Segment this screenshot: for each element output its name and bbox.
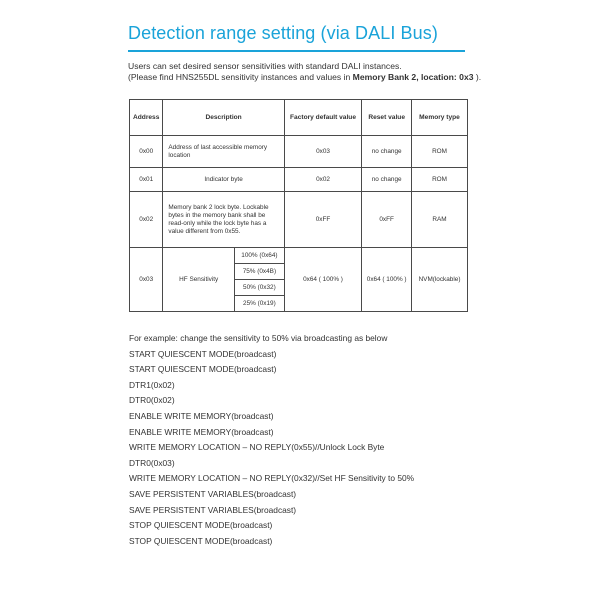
cell-address: 0x02 [130,192,163,248]
command-line: WRITE MEMORY LOCATION – NO REPLY(0x32)//Set HF Sensitivity to 50% [129,473,415,484]
table-row [130,192,468,248]
title-underline [128,50,465,52]
cell-factory-default: 0x03 [284,136,362,168]
command-line: START QUIESCENT MODE(broadcast) [129,364,277,375]
cell-factory-default: 0xFF [284,192,362,248]
command-line: ENABLE WRITE MEMORY(broadcast) [129,426,274,437]
header-address: Address [130,100,163,136]
table-header-row [130,100,468,136]
command-line: DTR0(0x02) [129,395,175,406]
cell-sensitivity-option: 75% (0x4B) [235,264,285,280]
cell-sensitivity-option: 50% (0x32) [235,280,285,296]
cell-description: Address of last accessible memory location [163,136,284,168]
cell-address: 0x01 [130,168,163,192]
command-line: STOP QUIESCENT MODE(broadcast) [129,535,273,546]
command-line: DTR1(0x02) [129,379,175,390]
header-reset-value: Reset value [362,100,412,136]
cell-factory-default: 0x02 [284,168,362,192]
cell-reset-value: no change [362,136,412,168]
table-row [130,248,468,264]
cell-sensitivity-option: 25% (0x19) [235,296,285,312]
example-intro: For example: change the sensitivity to 50% via broadcasting as below [129,333,388,343]
command-line: SAVE PERSISTENT VARIABLES(broadcast) [129,488,297,499]
table-row [130,168,468,192]
header-description: Description [163,100,284,136]
cell-memory-type: RAM [412,192,468,248]
cell-reset-value: no change [362,168,412,192]
page-title: Detection range setting (via DALI Bus) [128,23,438,43]
command-line: ENABLE WRITE MEMORY(broadcast) [129,410,274,421]
intro-line-2-suffix: ). [473,72,482,82]
cell-address: 0x00 [130,136,163,168]
command-line: SAVE PERSISTENT VARIABLES(broadcast) [129,504,297,515]
cell-address: 0x03 [130,248,163,312]
header-factory-default: Factory default value [284,100,362,136]
cell-factory-default: 0x64 ( 100% ) [284,248,362,312]
command-line: DTR0(0x03) [129,457,175,468]
intro-line-2-prefix: (Please find HNS255DL sensitivity instances and values in [128,72,353,82]
example-command-list [129,331,414,549]
intro-line-1: Users can set desired sensor sensitivities with standard DALI instances. [128,61,402,71]
intro-text [128,61,508,83]
cell-description: Memory bank 2 lock byte. Lockable bytes in the memory bank shall be read-only while the lock byte has a value different from 0x55. [163,192,284,248]
cell-description: Indicator byte [163,168,284,192]
header-memory-type: Memory type [412,100,468,136]
table-row [130,136,468,168]
cell-memory-type: ROM [412,168,468,192]
cell-description: HF Sensitivity [163,248,235,312]
intro-line-2 [128,72,508,83]
command-line: WRITE MEMORY LOCATION – NO REPLY(0x55)//Unlock Lock Byte [129,442,385,453]
cell-reset-value: 0x64 ( 100% ) [362,248,412,312]
command-line: START QUIESCENT MODE(broadcast) [129,348,277,359]
intro-memory-location: Memory Bank 2, location: 0x3 [352,72,474,82]
cell-sensitivity-option: 100% (0x64) [235,248,285,264]
memory-bank-table [129,99,468,312]
cell-memory-type: ROM [412,136,468,168]
cell-reset-value: 0xFF [362,192,412,248]
command-line: STOP QUIESCENT MODE(broadcast) [129,520,273,531]
cell-memory-type: NVM(lockable) [412,248,468,312]
